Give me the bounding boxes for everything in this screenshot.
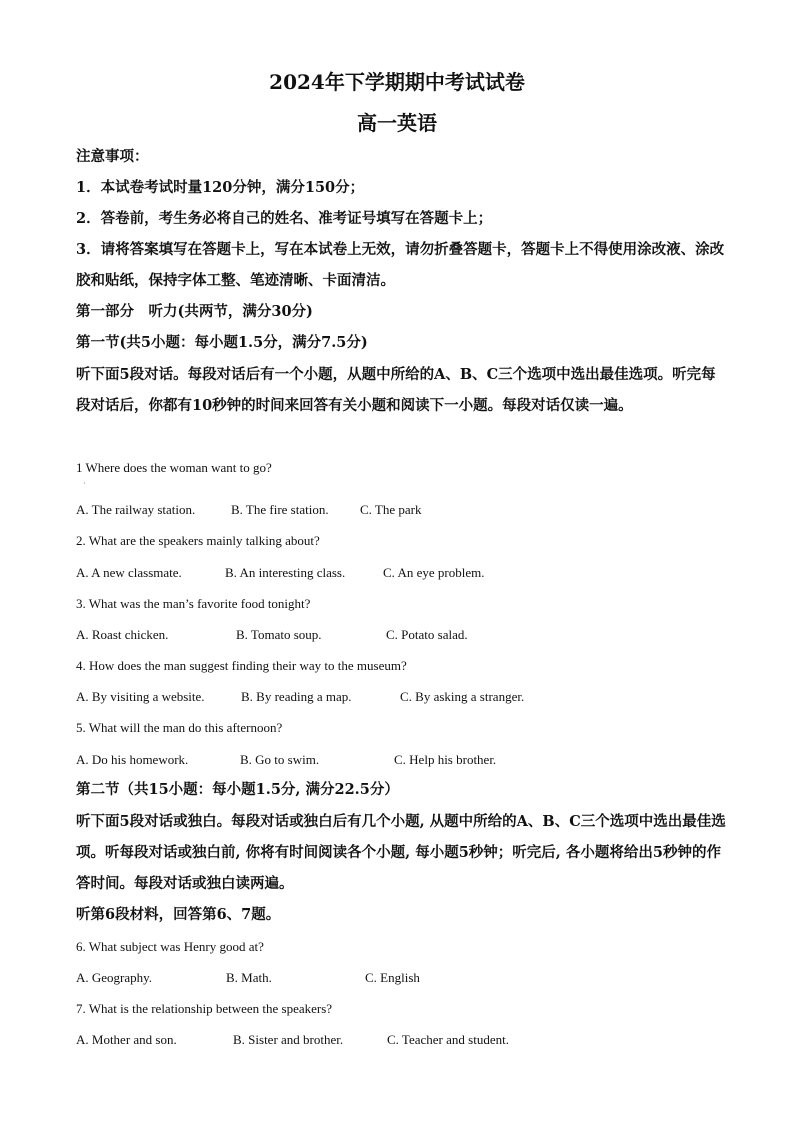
question-5-option-c: C. Help his brother.	[394, 752, 497, 767]
question-7-option-c: C. Teacher and student.	[387, 1032, 509, 1047]
note-item-2: 2．答卷前，考生务必将自己的姓名、准考证号填写在答题卡上；	[76, 210, 493, 227]
question-1-option-b: B. The fire station.	[231, 502, 329, 517]
note-item-3: 3．请将答案填写在答题卡上，写在本试卷上无效，请勿折叠答题卡，答题卡上不得使用涂改液、涂改胶和贴纸，保持字体工整、笔迹清晰、卡面清洁。	[76, 241, 725, 289]
notes-heading: 注意事项：	[76, 148, 149, 165]
question-7-option-b: B. Sister and brother.	[233, 1032, 344, 1047]
question-6-option-b: B. Math.	[226, 970, 272, 985]
question-2-stem: 2. What are the speakers mainly talking about?	[76, 533, 320, 548]
note-item-1: 1．本试卷考试时量120分钟，满分150分；	[76, 179, 365, 196]
part1-title: 第一部分 听力(共两节，满分30分)	[76, 303, 313, 320]
exam-subject: 高一英语	[357, 111, 437, 135]
question-3-option-c: C. Potato salad.	[386, 627, 468, 642]
question-4-stem: 4. How does the man suggest finding their way to the museum?	[76, 658, 407, 673]
question-4-option-b: B. By reading a map.	[241, 689, 352, 704]
question-5-option-b: B. Go to swim.	[240, 752, 320, 767]
section2-title: 第二节（共15小题：每小题1.5分, 满分22.5分）	[76, 781, 399, 798]
question-6-option-c: C. English	[365, 970, 420, 985]
question-3-option-a: A. Roast chicken.	[76, 627, 169, 642]
question-6-option-a: A. Geography.	[76, 970, 153, 985]
section2-instructions: 听下面5段对话或独白。每段对话或独白后有几个小题, 从题中所给的A、B、C三个选项中选出最佳选项。听每段对话或独白前, 你将有时间阅读各个小题, 每小题5秒钟；听完后, 各小题将给出5秒钟的作答时间。每段对话或独白读两遍。	[76, 813, 726, 892]
question-6-stem: 6. What subject was Henry good at?	[76, 939, 264, 954]
question-7-stem: 7. What is the relationship between the speakers?	[76, 1001, 333, 1016]
question-1-option-a: A. The railway station.	[76, 502, 196, 517]
question-3-stem: 3. What was the man’s favorite food tonight?	[76, 596, 311, 611]
question-1-stem: 1 Where does the woman want to go?	[76, 460, 272, 475]
question-4-option-a: A. By visiting a website.	[76, 689, 205, 704]
question-2-option-c: C. An eye problem.	[383, 565, 485, 580]
exam-title: 2024年下学期期中考试试卷	[269, 70, 525, 94]
question-2-option-a: A. A new classmate.	[76, 565, 182, 580]
question-7-option-a: A. Mother and son.	[76, 1032, 177, 1047]
stray-dot-mark: ·	[83, 479, 86, 488]
section1-instructions: 听下面5段对话。每段对话后有一个小题，从题中所给的A、B、C三个选项中选出最佳选项。听完每段对话后，你都有10秒钟的时间来回答有关小题和阅读下一小题。每段对话仅读一遍。	[76, 366, 716, 414]
question-5-option-a: A. Do his homework.	[76, 752, 189, 767]
question-2-option-b: B. An interesting class.	[225, 565, 346, 580]
question-1-option-c: C. The park	[360, 502, 422, 517]
question-3-option-b: B. Tomato soup.	[236, 627, 322, 642]
section1-title: 第一节(共5小题：每小题1.5分，满分7.5分)	[76, 334, 368, 351]
question-5-stem: 5. What will the man do this afternoon?	[76, 720, 283, 735]
question-4-option-c: C. By asking a stranger.	[400, 689, 525, 704]
material-6-intro: 听第6段材料，回答第6、7题。	[76, 906, 281, 923]
